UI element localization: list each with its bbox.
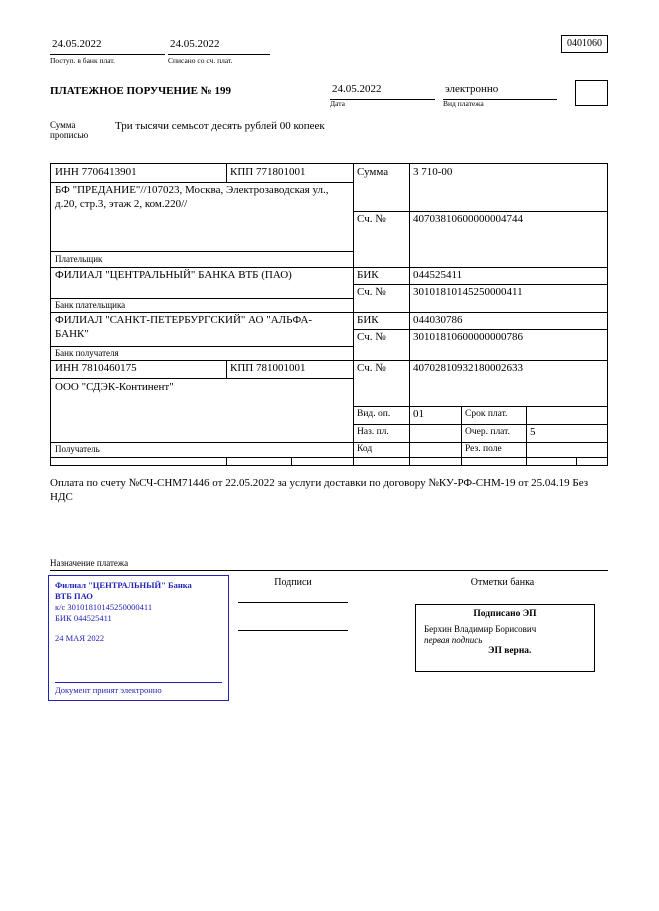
stamp-date: 24 МАЯ 2022 — [55, 633, 105, 644]
payee-name: ООО "СДЭК-Континент" — [55, 381, 174, 393]
payer-bank-section-label: Банк плательщика — [55, 300, 126, 310]
table-line — [526, 406, 527, 457]
stamp-footer-note: Документ принят электронно — [55, 682, 222, 696]
signatures-label: Подписи — [274, 577, 312, 588]
table-line — [51, 298, 353, 299]
table-line — [51, 251, 353, 252]
payer-bank-account-label: Сч. № — [357, 286, 386, 298]
payer-kpp: КПП 771801001 — [230, 166, 306, 178]
payer-bank-bik-value: 044525411 — [413, 269, 463, 281]
sum-label: Сумма — [357, 166, 389, 178]
amount-words-value: Три тысячи семьсот десять рублей 00 копеек — [115, 120, 325, 132]
form-code-box: 0401060 — [561, 35, 608, 53]
payer-bank-bik-label: БИК — [357, 269, 379, 281]
payer-name: БФ "ПРЕДАНИЕ"//107023, Москва, Электрозаводская ул., д.20, стр.3, этаж 2, ком.220// — [55, 184, 329, 210]
debited-date-field: 24.05.2022 — [168, 38, 270, 55]
stamp-bank-name-line1: Филиал "ЦЕНТРАЛЬНЫЙ" Банка — [55, 580, 192, 590]
priority-label: Очер. плат. — [465, 427, 510, 437]
stamp-bik: БИК 044525411 — [55, 613, 112, 624]
table-line — [51, 312, 607, 313]
signature-line-2 — [238, 630, 348, 631]
signature-line-1 — [238, 602, 348, 603]
received-date-label: Поступ. в банк плат. — [50, 56, 115, 65]
document-date-label: Дата — [330, 99, 345, 108]
tax-row-divider — [226, 457, 227, 465]
status-box — [575, 80, 608, 106]
due-label: Срок плат. — [465, 409, 508, 419]
table-line — [51, 182, 353, 183]
payee-bank-section-label: Банк получателя — [55, 348, 119, 358]
table-line — [226, 164, 227, 182]
table-line — [51, 457, 607, 458]
payee-inn: ИНН 7810460175 — [55, 362, 137, 374]
payer-inn: ИНН 7706413901 — [55, 166, 137, 178]
table-line — [353, 284, 607, 285]
payment-type-label: Вид платежа — [443, 99, 484, 108]
payee-bank-account-label: Сч. № — [357, 331, 386, 343]
esign-box — [415, 604, 595, 672]
amount-words-label: Сумма прописью — [50, 120, 89, 141]
table-line — [353, 211, 607, 212]
esign-status: ЭП верна. — [488, 646, 532, 657]
tax-row-divider — [526, 457, 527, 465]
esign-signer-name: Берхин Владимир Борисович — [424, 624, 537, 635]
bank-marks-label: Отметки банка — [470, 577, 535, 588]
tax-row-divider — [409, 457, 410, 465]
table-line — [353, 329, 607, 330]
code-label: Код — [357, 444, 373, 454]
payee-section-label: Получатель — [55, 444, 100, 454]
payee-bank-bik-value: 044030786 — [413, 314, 463, 326]
purpose-text: Оплата по счету №СЧ-СНМ71446 от 22.05.2022 за услуги доставки по договору №КУ-РФ-СНМ-19 от 25.04.19 Без НДС — [50, 477, 589, 503]
esign-signer-role: первая подпись — [424, 634, 483, 645]
document-title: ПЛАТЕЖНОЕ ПОРУЧЕНИЕ № 199 — [50, 85, 232, 97]
table-line — [51, 442, 607, 443]
table-line — [51, 267, 607, 268]
tax-row-divider — [576, 457, 577, 465]
op-kind-value: 01 — [413, 408, 424, 420]
table-line — [353, 164, 354, 465]
table-line — [461, 406, 462, 457]
payee-bank-name: ФИЛИАЛ "САНКТ-ПЕТЕРБУРГСКИЙ" АО "АЛЬФА-БАНК" — [55, 314, 313, 340]
document-date-field: 24.05.2022 — [330, 83, 435, 100]
tax-row-divider — [461, 457, 462, 465]
requisites-table — [50, 163, 608, 466]
purpose-code-label: Наз. пл. — [357, 427, 389, 437]
table-line — [353, 406, 607, 407]
stamp-bank-name-line2: ВТБ ПАО — [55, 591, 93, 602]
reserve-label: Рез. поле — [465, 444, 502, 454]
table-line — [353, 424, 607, 425]
sum-value: 3 710-00 — [413, 166, 453, 178]
stamp-corr-account: к/с 30101810145250000411 — [55, 602, 153, 613]
table-line — [409, 164, 410, 457]
payer-section-label: Плательщик — [55, 254, 103, 264]
bank-stamp-box — [48, 575, 229, 701]
payee-kpp: КПП 781001001 — [230, 362, 306, 374]
payee-account-value: 40702810932180002633 — [413, 362, 523, 374]
payee-bank-bik-label: БИК — [357, 314, 379, 326]
table-line — [226, 360, 227, 378]
payer-account-value: 40703810600000004744 — [413, 213, 523, 225]
payee-bank-account-value: 30101810600000000786 — [413, 331, 523, 343]
payer-bank-name: ФИЛИАЛ "ЦЕНТРАЛЬНЫЙ" БАНКА ВТБ (ПАО) — [55, 269, 292, 281]
esign-title: Подписано ЭП — [473, 609, 537, 619]
table-line — [51, 360, 607, 361]
debited-date-label: Списано со сч. плат. — [168, 56, 233, 65]
payer-account-label: Сч. № — [357, 213, 386, 225]
payee-account-label: Сч. № — [357, 362, 386, 374]
purpose-section-label: Назначение платежа — [50, 558, 608, 571]
op-kind-label: Вид. оп. — [357, 409, 391, 419]
priority-value: 5 — [530, 426, 536, 438]
payer-bank-account-value: 30101810145250000411 — [413, 286, 523, 298]
tax-row-divider — [291, 457, 292, 465]
received-date-field: 24.05.2022 — [50, 38, 165, 55]
payment-type-field: электронно — [443, 83, 557, 100]
table-line — [51, 378, 353, 379]
table-line — [51, 346, 353, 347]
